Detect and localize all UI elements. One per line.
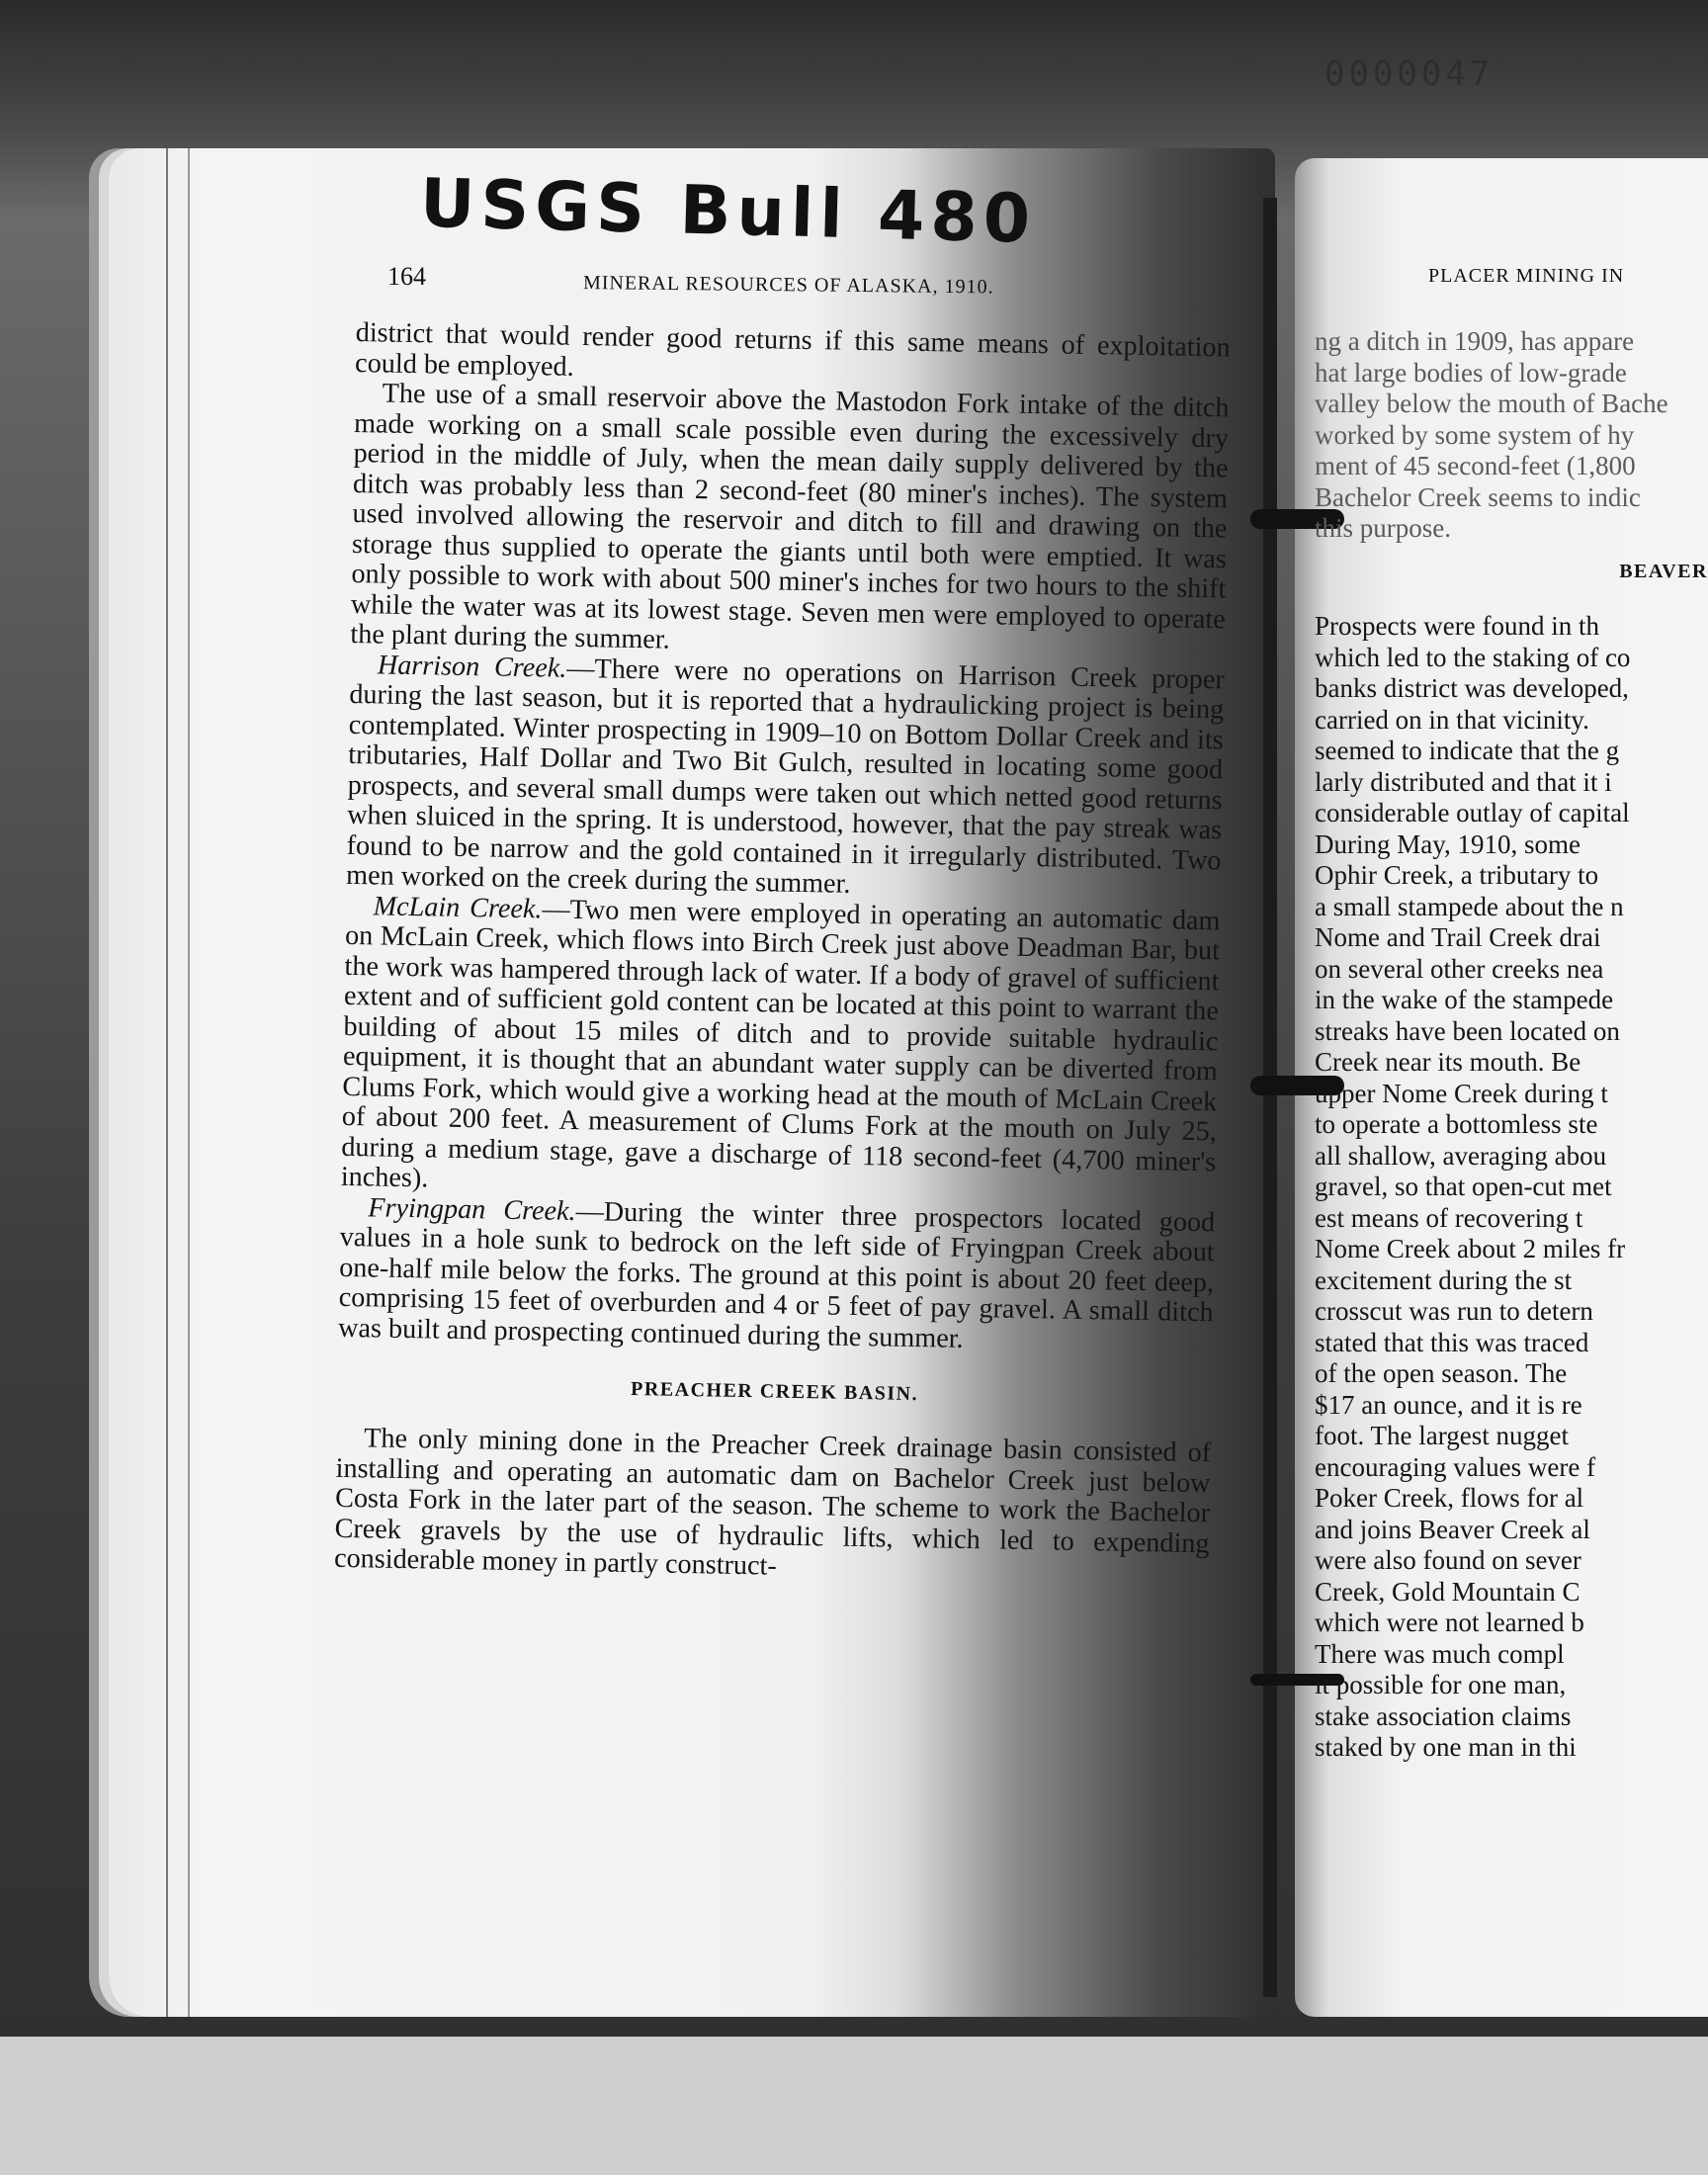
paragraph-mclain-creek <box>341 891 1221 1207</box>
right-line: this purpose. <box>1315 513 1451 543</box>
right-line: Nome and Trail Creek drai <box>1315 922 1601 952</box>
right-line: There was much compl <box>1315 1638 1565 1669</box>
right-section-heading: BEAVER <box>1619 560 1708 582</box>
right-line: Poker Creek, flows for al <box>1315 1483 1584 1513</box>
right-line: considerable outlay of capital <box>1315 798 1630 827</box>
right-line: of the open season. The <box>1315 1358 1568 1388</box>
right-line: encouraging values were f <box>1315 1451 1596 1482</box>
right-line: on several other creeks nea <box>1315 953 1604 984</box>
scanner-bed <box>0 2037 1708 2175</box>
right-line: to operate a bottomless ste <box>1315 1109 1598 1139</box>
right-line: all shallow, averaging abou <box>1315 1140 1607 1171</box>
book-gutter <box>1263 198 1277 1997</box>
right-running-head: PLACER MINING IN <box>1428 265 1625 287</box>
mclain-creek-title: McLain Creek. <box>373 890 543 924</box>
right-line: crosscut was run to detern <box>1315 1296 1593 1326</box>
mclain-creek-text: —Two men were employed in operating an automatic dam on McLain Creek, which flows into Birch Creek just above Deadman Bar, but the work was hampered through lack of water. If a body of gravel of sufficient extent and of sufficient gold content can be located at this point to warrant the building of about 15 miles of ditch and to provide suitable hydraulic equipment, it is thought that an abundant water supply can be diverted from Clums Fork, which would give a working head at the mouth of McLain Creek of about 200 feet. A measurement of Clums Fork at the mouth on July 25, during a medium stage, gave a discharge of 118 second-feet (4,700 miner's inches). <box>340 893 1221 1194</box>
right-line: Prospects were found in th <box>1315 611 1599 641</box>
right-line: est means of recovering t <box>1315 1202 1583 1233</box>
right-line: foot. The largest nugget <box>1315 1421 1569 1450</box>
right-line: Nome Creek about 2 miles fr <box>1315 1234 1626 1263</box>
scan-id-stamp: 0000047 <box>1324 54 1494 94</box>
right-line: valley below the mouth of Bache <box>1315 389 1668 418</box>
page-edges <box>166 148 190 2017</box>
paragraph-fryingpan-creek <box>338 1192 1216 1358</box>
right-line: excitement during the st <box>1315 1264 1573 1295</box>
right-line: staked by one man in thi <box>1315 1732 1577 1762</box>
paragraph-1: district that would render good returns if this same means of exploitation could be employed. <box>354 317 1231 383</box>
right-line: larly distributed and that it i <box>1315 766 1612 797</box>
right-line: and joins Beaver Creek al <box>1315 1514 1590 1544</box>
right-line: ment of 45 second-feet (1,800 <box>1315 451 1636 480</box>
right-line: which led to the staking of co <box>1315 642 1631 672</box>
right-line: in the wake of the stampede <box>1315 985 1614 1014</box>
paragraph-harrison-creek <box>346 650 1225 906</box>
section-heading: PREACHER CREEK BASIN. <box>630 1378 919 1406</box>
right-page-body <box>1315 326 1708 1764</box>
harrison-creek-text: —There were no operations on Harrison Creek proper during the last season, but it is reported that a hydraulicking project is being contemplated. Winter prospecting in 1909–10 on Bottom Dollar Creek and its tributaries, Half Dollar and Two Bit Gulch, resulted in locating some good prospects, and several small dumps were taken out which netted good returns when sluiced in the spring. It is understood, however, that the pay streak was found to be narrow and the gold contained in it irregularly distributed. Two men worked on the creek during the summer. <box>345 652 1226 900</box>
page-number: 164 <box>387 262 426 291</box>
right-line: Ophir Creek, a tributary to <box>1315 860 1599 890</box>
right-line: upper Nome Creek during t <box>1315 1078 1608 1108</box>
right-line: streaks have been located on <box>1315 1015 1620 1046</box>
right-line: During May, 1910, some <box>1315 828 1580 859</box>
right-line: Creek near its mouth. Be <box>1315 1047 1581 1077</box>
right-line: banks district was developed, <box>1315 673 1629 703</box>
running-head: MINERAL RESOURCES OF ALASKA, 1910. <box>582 272 994 299</box>
left-page-body <box>334 318 1231 1590</box>
right-line: a small stampede about the n <box>1315 891 1624 921</box>
right-line: hat large bodies of low-grade <box>1315 357 1627 388</box>
fryingpan-creek-text: —During the winter three prospectors located good values in a hole sunk to bedrock on the left side of Fryingpan Creek about one-half mile below the forks. The ground at this point is about 20 feet deep, comprising 15 feet of overburden and 4 or 5 feet of pay gravel. A small ditch was built and prospecting continued during the summer. <box>337 1195 1216 1354</box>
right-line: carried on in that vicinity. <box>1315 704 1589 735</box>
paragraph-2: The use of a small reservoir above the Mastodon Fork intake of the ditch made working on a small scale possible even during the excessively dry period in the middle of July, when the mean daily supply delivered by the ditch was probably less than 2 second-feet (80 miner's inches). The system used involved allowing the reservoir and ditch to fill and drawing on the storage thus supplied to operate the giants until both were emptied. It was only possible to work with about 500 miner's inches for two hours to the shift while the water was at its lowest stage. Seven men were employed to operate the plant during the summer. <box>350 378 1230 655</box>
right-line: worked by some system of hy <box>1315 419 1635 450</box>
right-line: it possible for one man, <box>1315 1670 1567 1699</box>
harrison-creek-title: Harrison Creek. <box>377 649 567 684</box>
fryingpan-creek-title: Fryingpan Creek. <box>368 1191 576 1227</box>
handwritten-note: USGS Bull 480 <box>419 164 1038 259</box>
right-line: Creek, Gold Mountain C <box>1315 1576 1580 1607</box>
right-line: stated that this was traced <box>1315 1327 1589 1357</box>
right-line: $17 an ounce, and it is re <box>1315 1389 1582 1420</box>
right-line: were also found on sever <box>1315 1545 1581 1575</box>
paragraph-preacher-creek: The only mining done in the Preacher Creek drainage basin consisted of installing and operating an automatic dam on Bachelor Creek just below Costa Fork in the later part of the season. The scheme to work the Bachelor Creek gravels by the use of hydraulic lifts, which led to expending considerable money in partly construct- <box>333 1423 1212 1582</box>
right-line: stake association claims <box>1315 1700 1572 1731</box>
right-line: which were not learned b <box>1315 1608 1584 1637</box>
right-line: Bachelor Creek seems to indic <box>1315 481 1641 512</box>
right-line: gravel, so that open-cut met <box>1315 1172 1612 1201</box>
right-line: ng a ditch in 1909, has appare <box>1315 326 1635 356</box>
right-line: seemed to indicate that the g <box>1315 736 1620 765</box>
